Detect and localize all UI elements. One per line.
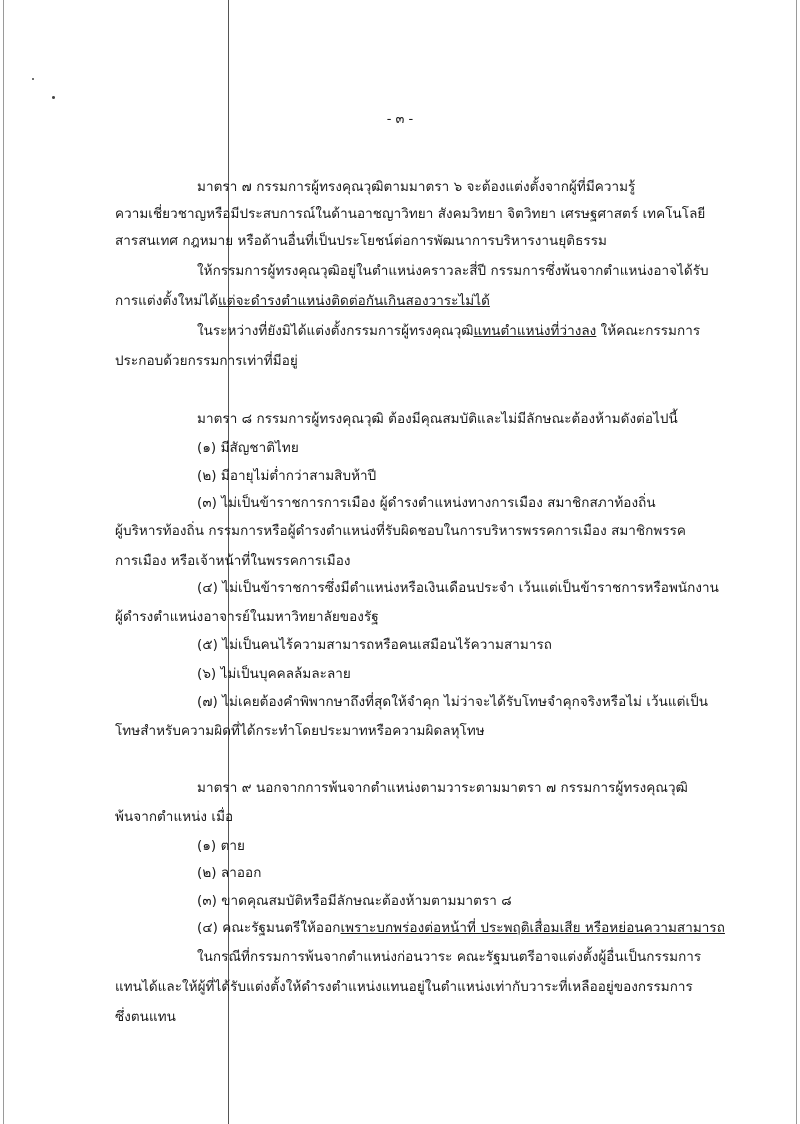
text-line-s8-l8	[115, 608, 379, 626]
text-run: (๓) ขาดคุณสมบัติหรือมีลักษณะต้องห้ามตามมาตรา ๘	[197, 893, 512, 909]
text-run: ความเชี่ยวชาญหรือมีประสบการณ์ในด้านอาชญาวิทยา สังคมวิทยา จิตวิทยา เศรษฐศาสตร์ เทคโนโลยี	[115, 206, 706, 222]
text-run: การแต่งตั้งใหม่ได้	[115, 293, 219, 309]
text-run: ผู้บริหารท้องถิ่น กรรมการหรือผู้ดำรงตำแหน่งที่รับผิดชอบในการบริหารพรรคการเมือง สมาชิกพรรค	[115, 523, 687, 539]
scan-border-left	[3, 0, 4, 1124]
scan-border-right	[796, 0, 797, 1124]
text-line-s8-l4	[197, 494, 656, 512]
text-run: ผู้ดำรงตำแหน่งอาจารย์ในมหาวิทยาลัยของรัฐ	[115, 609, 379, 625]
text-line-s8-l9	[197, 636, 552, 654]
text-line-s7-l4	[197, 262, 709, 280]
scan-speck	[52, 96, 55, 99]
text-run: (๒) ลาออก	[197, 865, 262, 881]
text-run: แทนได้และให้ผู้ที่ได้รับแต่งตั้งให้ดำรงตำแหน่งแทนอยู่ในตำแหน่งเท่ากับวาระที่เหลืออยู่ของกรรมการ	[115, 979, 693, 995]
text-line-s8-l7	[197, 579, 719, 597]
page-number: - ๓ -	[386, 112, 414, 127]
underlined-text: แต่จะดำรงตำแหน่งติดต่อกันเกินสองวาระไม่ได้	[218, 293, 490, 309]
text-line-s9-l7	[197, 948, 701, 966]
text-run: (๒) มีอายุไม่ต่ำกว่าสามสิบห้าปี	[197, 468, 377, 484]
text-line-s9-l8	[115, 978, 693, 996]
text-line-s8-l6	[115, 552, 351, 570]
scan-speck	[32, 78, 34, 80]
text-run: (๕) ไม่เป็นคนไร้ความสามารถหรือคนเสมือนไร้ความสามารถ	[197, 637, 552, 653]
text-line-s8-l11	[197, 693, 708, 711]
text-line-s9-l4	[197, 864, 261, 882]
text-line-s7-l2	[115, 205, 705, 223]
text-line-s9-l9	[115, 1008, 176, 1026]
text-run: มาตรา ๙ นอกจากการพ้นจากตำแหน่งตามวาระตามมาตรา ๗ กรรมการผู้ทรงคุณวุฒิ	[197, 780, 688, 796]
underlined-text: แทนตำแหน่งที่ว่างลง	[473, 323, 597, 339]
text-run: ในกรณีที่กรรมการพ้นจากตำแหน่งก่อนวาระ คณะรัฐมนตรีอาจแต่งตั้งผู้อื่นเป็นกรรมการ	[197, 949, 702, 965]
text-run: (๔) คณะรัฐมนตรีให้ออก	[197, 920, 341, 936]
text-line-s7-l6	[197, 322, 700, 340]
text-line-s8-l5	[115, 522, 686, 540]
text-line-s8-l10	[197, 665, 351, 683]
text-run: (๑) มีสัญชาติไทย	[197, 440, 299, 456]
text-line-s7-l7	[115, 352, 298, 370]
text-line-s9-l5	[197, 892, 512, 910]
text-line-s9-l1	[197, 779, 688, 797]
text-run: (๔) ไม่เป็นข้าราชการซึ่งมีตำแหน่งหรือเงินเดือนประจำ เว้นแต่เป็นข้าราชการหรือพนักงาน	[197, 580, 719, 596]
text-line-s9-l3	[197, 837, 245, 855]
text-line-s7-l3	[115, 232, 607, 250]
text-run: ประกอบด้วยกรรมการเท่าที่มีอยู่	[115, 353, 298, 369]
text-run: โทษสำหรับความผิดที่ได้กระทำโดยประมาทหรือความผิดลหุโทษ	[115, 723, 485, 739]
text-run: ในระหว่างที่ยังมิได้แต่งตั้งกรรมการผู้ทรงคุณวุฒิ	[197, 323, 474, 339]
text-line-s7-l1	[197, 178, 635, 196]
text-run: (๗) ไม่เคยต้องคำพิพากษาถึงที่สุดให้จำคุก ไม่ว่าจะได้รับโทษจำคุกจริงหรือไม่ เว้นแต่เป็น	[197, 694, 709, 710]
text-run: (๓) ไม่เป็นข้าราชการการเมือง ผู้ดำรงตำแหน่งทางการเมือง สมาชิกสภาท้องถิ่น	[197, 495, 656, 511]
text-run: ซึ่งตนแทน	[115, 1009, 176, 1025]
text-line-s8-l3	[197, 467, 376, 485]
text-line-s9-l2	[115, 808, 233, 826]
text-run: การเมือง หรือเจ้าหน้าที่ในพรรคการเมือง	[115, 553, 351, 569]
text-run: (๖) ไม่เป็นบุคคลล้มละลาย	[197, 666, 351, 682]
text-run: ให้กรรมการผู้ทรงคุณวุฒิอยู่ในตำแหน่งคราวละสี่ปี กรรมการซึ่งพ้นจากตำแหน่งอาจได้รับ	[197, 263, 709, 279]
text-run: มาตรา ๗ กรรมการผู้ทรงคุณวุฒิตามมาตรา ๖ จะต้องแต่งตั้งจากผู้ที่มีความรู้	[197, 179, 636, 195]
text-run: (๑) ตาย	[197, 838, 246, 854]
text-line-s8-l2	[197, 439, 299, 457]
underlined-text: เพราะบกพร่องต่อหน้าที่ ประพฤติเสื่อมเสีย หรือหย่อนความสามารถ	[340, 920, 725, 936]
text-line-s7-l5	[115, 292, 490, 310]
text-run: มาตรา ๘ กรรมการผู้ทรงคุณวุฒิ ต้องมีคุณสมบัติและไม่มีลักษณะต้องห้ามดังต่อไปนี้	[197, 411, 678, 427]
text-run: ให้คณะกรรมการ	[596, 323, 701, 339]
text-line-s8-l1	[197, 410, 678, 428]
text-run: สารสนเทศ กฎหมาย หรือด้านอื่นที่เป็นประโยชน์ต่อการพัฒนาการบริหารงานยุติธรรม	[115, 233, 607, 249]
text-line-s9-l6	[197, 919, 725, 937]
text-line-s8-l12	[115, 722, 485, 740]
text-run: พ้นจากตำแหน่ง เมื่อ	[115, 809, 234, 825]
